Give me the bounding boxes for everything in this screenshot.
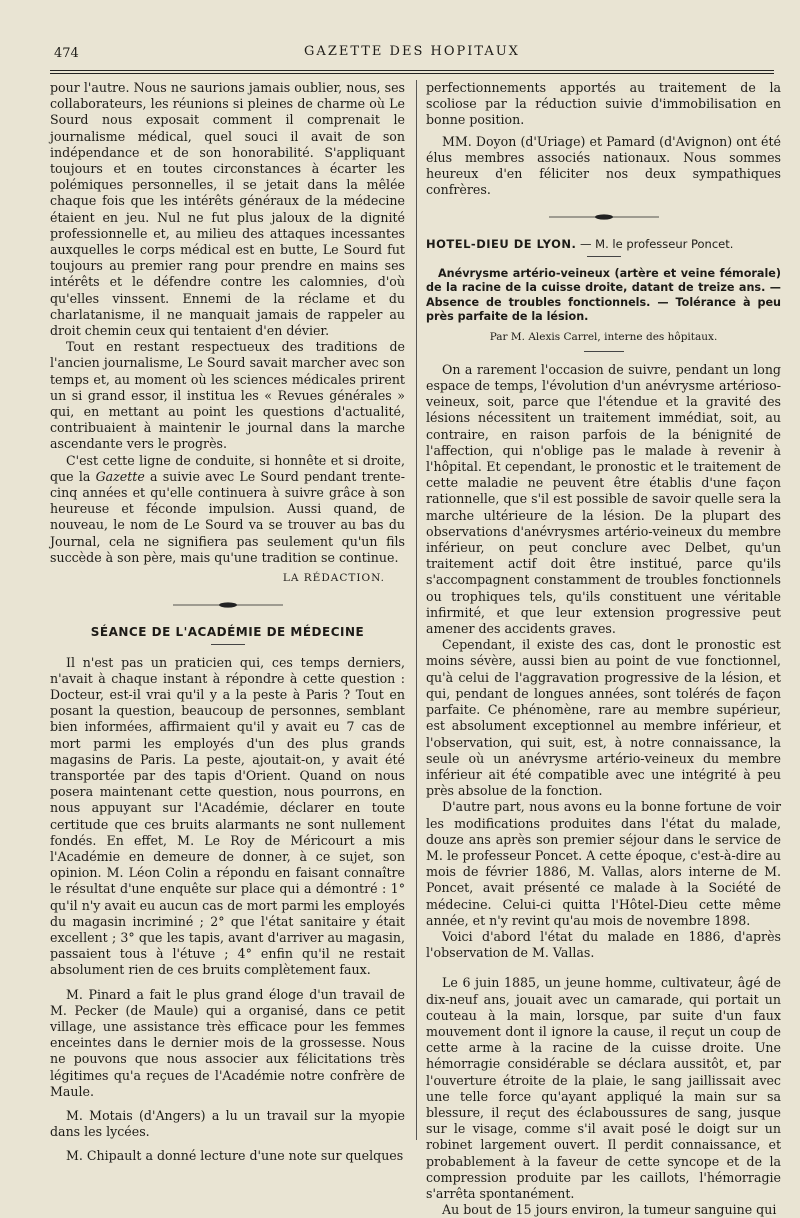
paragraph: Cependant, il existe des cas, dont le pronostic est moins sévère, aussi bien au point de vue fonctionnel, qu'à celui de l'aggravation progressive de la lésion, et qui, pendant de longues années, sont tolérés de façon parfaite. Ce phénomène, rare au membre supérieur, est absolument exceptionnel au membre inférieur, et l'observation, qui suit, est, à notre connaissance, la seule où un anévrysme artério-veineux du membre inférieur ait été compatible avec une intégrité à peu près absolue de la fonction. xyxy=(426,637,781,799)
page-number: 474 xyxy=(54,46,79,61)
paragraph: Tout en restant respectueux des traditions de l'ancien journalisme, Le Sourd savait marcher avec son temps et, au moment où les sciences médicales prirent un si grand essor, il institua les « Revues générales » qui, en mettant au point les questions d'actualité, contribuaient à maintenir le journal dans la marche ascendante vers le progrès. xyxy=(50,339,405,452)
paragraph: Au bout de 15 jours environ, la tumeur sanguine qui xyxy=(442,1202,777,1218)
paragraph xyxy=(50,453,405,566)
gazette-italic: Gazette xyxy=(95,468,145,484)
paragraph: M. Motais (d'Angers) a lu un travail sur la myopie dans les lycées. xyxy=(50,1107,405,1140)
columns xyxy=(50,80,781,1218)
article-title: Anévrysme artério-veineux (artère et veine fémorale) de la racine de la cuisse droite, datant de treize ans. — Absence de troubles fonctionnels. — Tolérance à peu près parfaite de la lésion. xyxy=(426,266,781,324)
paragraph: MM. Doyon (d'Uriage) et Pamard (d'Avignon) ont été élus membres associés nationaux. Nous sommes heureux d'en féliciter nos deux sympathiques confrères. xyxy=(426,133,781,198)
section-title: SÉANCE DE L'ACADÉMIE DE MÉDECINE xyxy=(90,625,365,640)
page-header xyxy=(50,38,774,60)
short-rule xyxy=(584,351,624,352)
hospital-name: HOTEL-DIEU DE LYON. xyxy=(426,237,577,252)
left-column xyxy=(50,80,405,1165)
text-run: C'est cette ligne de conduite, si honnête et si droite, que la xyxy=(50,452,405,484)
hospital-professor: — M. le professeur Poncet. xyxy=(576,237,734,252)
paragraph: D'autre part, nous avons eu la bonne fortune de voir les modifications produites dans l'état du malade, douze ans après son premier séjour dans le service de M. le professeur Poncet. A cette époque, c'est-à-dire au mois de février 1886, M. Vallas, alors interne de M. Poncet, avait présenté ce malade à la Société de médecine. Celui-ci quitta l'Hôtel-Dieu cette même année, et n'y revint qu'au mois de novembre 1898. xyxy=(426,799,781,928)
ornament-divider xyxy=(173,600,283,610)
short-rule xyxy=(587,256,621,257)
paragraph: Voici d'abord l'état du malade en 1886, d'après l'observation de M. Vallas. xyxy=(426,928,781,961)
paragraph: perfectionnements apportés au traitement de la scoliose par la réduction suivie d'immobilisation en bonne position. xyxy=(426,80,781,128)
text-run: a suivie avec Le Sourd pendant trente-cinq années et qu'elle continuera à suivre grâce à son heureuse et féconde impulsion. Aussi quand, de nouveau, le nom de Le Sourd va se trouver au bas du Journal, cela ne signifiera pas seulement qu'un fils succède à son père, mais qu'une tradition se continue. xyxy=(50,468,406,565)
right-column xyxy=(426,80,781,1218)
column-divider xyxy=(416,80,417,1140)
paragraph: pour l'autre. Nous ne saurions jamais oublier, nous, ses collaborateurs, les réunions si pleines de charme où Le Sourd nous exposait comment il comprenait le journalisme médical, quel souci il avait de son indépendance et de son honorabilité. S'appliquant toujours et en toutes circonstances à écarter les polémiques personnelles, il se jetait dans la mêlée chaque fois que les intérêts généraux de la médecine étaient en jeu. Nul ne fut plus jaloux de la dignité professionnelle et, au milieu des attaques incessantes auxquelles le corps médical est en butte, Le Sourd fut toujours au premier rang pour prendre en mains ses intérêts et le défendre contre les calomnies, d'où qu'elles vinssent. Ennemi de la réclame et du charlatanisme, il ne manquait jamais de rappeler au droit chemin ceux qui tentaient d'en dévier. xyxy=(50,80,405,339)
journal-title: GAZETTE DES HOPITAUX xyxy=(304,44,520,59)
paragraph: Le 6 juin 1885, un jeune homme, cultivateur, âgé de dix-neuf ans, jouait avec un camarade, qui portait un couteau à la main, lorsque, par suite d'un faux mouvement dont il ignore la cause, il reçut un coup de cette arme à la racine de la cuisse droite. Une hémorragie considérable se déclara aussitôt, et, par l'ouverture étroite de la plaie, le sang jaillissait avec une telle force qu'ayant appliqué la main sur sa blessure, il reçut des éclaboussures de sang, jusque sur le visage, comme s'il avait posé le doigt sur un robinet largement ouvert. Il perdit connaissance, et probablement à la faveur de cette syncope et de la compression produite par les caillots, l'hémorragie s'arrêta spontanément. xyxy=(426,975,781,1201)
paragraph: M. Pinard a fait le plus grand éloge d'un travail de M. Pecker (de Maule) qui a organisé, dans ce petit village, une assistance très efficace pour les femmes enceintes dans le dernier mois de la grossesse. Nous ne pouvons que nous associer aux félicitations très légitimes qu'a reçues de l'Académie notre confrère de Maule. xyxy=(50,986,405,1099)
short-rule xyxy=(211,644,245,645)
byline: Par M. Alexis Carrel, interne des hôpitaux. xyxy=(489,330,718,343)
hospital-heading xyxy=(426,236,781,252)
paragraph: Il n'est pas un praticien qui, ces temps derniers, n'avait à chaque instant à répondre à cette question : Docteur, est-il vrai qu'il y a la peste à Paris ? Tout en posant la question, beaucoup de personnes, semblant bien informées, affirmaient qu'il y avait eu 7 cas de mort parmi les employés d'un des plus grands magasins de Paris. La peste, ajoutait-on, y avait été transportée par des tapis d'Orient. Quand on nous posera maintenant cette question, nous pourrons, en nous appuyant sur l'Académie, déclarer en toute certitude que ces bruits alarmants ne sont nullement fondés. En effet, M. Le Roy de Méricourt a mis l'Académie en demeure de donner, à ce sujet, son opinion. M. Léon Colin a répondu en faisant connaître le résultat d'une enquête sur place qui a démontré : 1° qu'il n'y avait eu aucun cas de mort parmi les employés du magasin incriminé ; 2° que l'état sanitaire y était excellent ; 3° que les tapis, avant d'arriver au magasin, passaient tous à l'étuve ; 4° enfin qu'il ne restait absolument rien de ces bruits complètement faux. xyxy=(50,654,405,978)
header-rule xyxy=(50,70,774,74)
signature: LA RÉDACTION. xyxy=(282,572,385,585)
paragraph: M. Chipault a donné lecture d'une note sur quelques xyxy=(66,1148,404,1164)
paragraph: On a rarement l'occasion de suivre, pendant un long espace de temps, l'évolution d'un anévrysme artérioso-veineux, soit, parce que l'étendue et la gravité des lésions nécessitent un traitement immédiat, soit, au contraire, en raison parfois de la bénignité de l'affection, qui n'oblige pas le malade à revenir à l'hôpital. Et cependant, le pronostic et le traitement de cette maladie ne peuvent être établis d'une façon rationnelle, que s'il est possible de savoir quelle sera la marche ultérieure de la lésion. De la plupart des observations d'anévrysmes artério-veineux du membre inférieur, on peut conclure avec Delbet, qu'un traitement actif doit être institué, parce qu'ils s'accompagnent constamment de troubles fonctionnels ou trophiques tels, qu'ils constituent une véritable infirmité, et que leur extension progressive peut amener des accidents graves. xyxy=(426,361,781,637)
ornament-divider xyxy=(549,212,659,222)
